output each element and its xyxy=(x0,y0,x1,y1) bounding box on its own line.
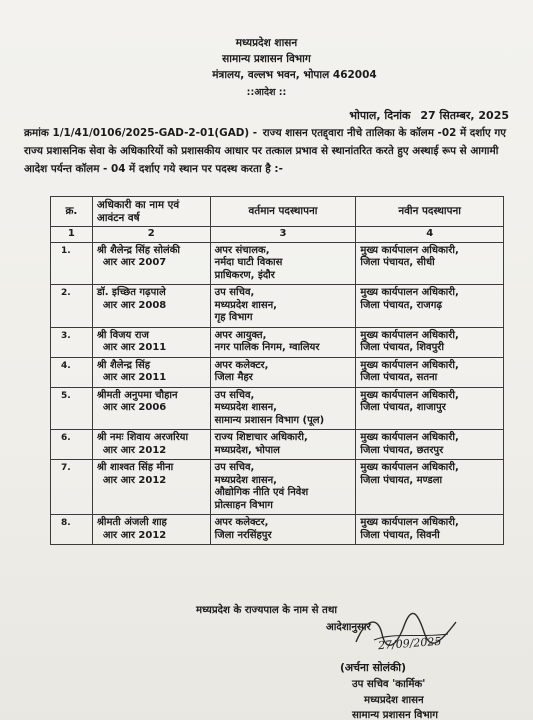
current-posting-cell xyxy=(210,357,356,387)
new-posting-line: जिला पंचायत, शिवपुरी xyxy=(360,342,444,353)
intro-text: राज्य शासन एतद्द्वारा नीचे तालिका के कॉलम -02 में दर्शाए गए राज्य प्रशासनिक सेवा के अधिकारियों को प्रशासकीय आधार पर तत्काल प्रभाव से स्थानांतरित करते हुए अस्थाई रूप से आगामी आदेश पर्यन्त कॉलम - 04 में दर्शाए गये स्थान पर पदस्थ करता है :- xyxy=(24,127,507,175)
new-posting-line: जिला पंचायत, राजगढ़ xyxy=(360,299,442,311)
new-posting-cell xyxy=(356,430,504,460)
current-posting-line: उप सचिव, xyxy=(214,389,255,401)
signatory-department: सामान्य प्रशासन विभाग xyxy=(352,710,439,720)
new-posting-cell xyxy=(356,242,504,285)
header-serial: क्र. xyxy=(51,197,93,227)
officer-name-cell xyxy=(92,515,210,545)
header-order-title: ::आदेश :: xyxy=(246,87,287,98)
column-number-row xyxy=(51,227,504,243)
new-posting-line: मुख्य कार्यपालन अधिकारी, xyxy=(360,462,459,473)
officer-name-cell xyxy=(92,387,210,430)
table-row xyxy=(51,327,504,357)
new-posting-line: मुख्य कार्यपालन अधिकारी, xyxy=(360,359,459,371)
current-posting-line: जिला मैहर xyxy=(214,372,253,383)
signatory-government: मध्यप्रदेश शासन xyxy=(364,695,424,706)
transfer-table xyxy=(50,196,504,545)
row-serial: 4. xyxy=(51,357,93,387)
officer-name-line: आर आर 2012 xyxy=(102,474,167,486)
table-row xyxy=(51,460,504,515)
officer-name-line: श्रीमती अनुपमा चौहान xyxy=(96,389,178,401)
officer-name-line: श्री शाश्वत सिंह मीना xyxy=(96,462,174,473)
officer-name-line: डॉ. इच्छित गढ़पाले xyxy=(96,287,166,298)
officer-name-line: श्री नमः शिवाय अरजरिया xyxy=(96,432,189,443)
closing-line: मध्यप्रदेश के राज्यपाल के नाम से तथा xyxy=(196,605,337,616)
intro-paragraph xyxy=(24,124,520,178)
officer-name-cell xyxy=(92,430,210,460)
current-posting-line: उप सचिव, xyxy=(214,287,255,298)
current-posting-line: अपर आयुक्त, xyxy=(214,329,267,341)
table-header-row xyxy=(51,197,504,227)
row-serial: 7. xyxy=(51,460,93,515)
current-posting-cell xyxy=(210,242,356,285)
new-posting-line: मुख्य कार्यपालन अधिकारी, xyxy=(360,329,459,341)
column-number: 2 xyxy=(92,227,210,243)
officer-name-cell xyxy=(92,285,210,328)
row-serial: 1. xyxy=(51,242,93,285)
officer-name-line: आर आर 2011 xyxy=(102,342,167,353)
current-posting-line: अपर कलेक्टर, xyxy=(214,359,269,371)
current-posting-line: नगर पालिक निगम, ग्वालियर xyxy=(214,342,320,353)
order-reference: क्रमांक 1/1/41/0106/2025-GAD-2-01(GAD) - xyxy=(24,127,258,139)
officer-name-line: आर आर 2008 xyxy=(102,299,167,311)
column-number: 3 xyxy=(210,227,356,243)
dateline xyxy=(343,108,509,123)
officer-name-cell xyxy=(92,460,210,515)
row-serial: 5. xyxy=(51,387,93,430)
new-posting-line: जिला पंचायत, मण्डला xyxy=(360,474,443,486)
new-posting-cell xyxy=(356,387,504,430)
new-posting-line: जिला पंचायत, सीधी xyxy=(360,257,435,268)
officer-name-line: श्रीमती अंजली शाह xyxy=(96,517,167,528)
new-posting-line: मुख्य कार्यपालन अधिकारी, xyxy=(360,287,459,298)
header-current-posting: वर्तमान पदस्थापना xyxy=(210,197,356,227)
current-posting-cell xyxy=(210,327,356,357)
current-posting-line: राज्य शिष्टाचार अधिकारी, xyxy=(214,432,308,443)
current-posting-cell xyxy=(210,387,356,430)
date-value: 27 सितम्बर, 2025 xyxy=(420,109,509,122)
new-posting-line: मुख्य कार्यपालन अधिकारी, xyxy=(360,244,459,256)
new-posting-line: जिला पंचायत, छतरपुर xyxy=(360,444,444,456)
officer-name-line: श्री विजय राज xyxy=(96,329,149,341)
table-row xyxy=(51,242,504,285)
new-posting-line: जिला पंचायत, सतना xyxy=(360,372,438,383)
officer-name-line: आर आर 2012 xyxy=(102,444,167,456)
officer-name-line: आर आर 2007 xyxy=(102,257,167,268)
by-order-line: आदेशानुसार xyxy=(326,622,371,633)
current-posting-line: अपर कलेक्टर, xyxy=(214,517,269,528)
new-posting-line: जिला पंचायत, शाजापुर xyxy=(360,402,446,413)
signatory-designation: उप सचिव 'कार्मिक' xyxy=(352,679,426,690)
table-row xyxy=(51,285,504,328)
current-posting-cell xyxy=(210,430,356,460)
table-row xyxy=(51,515,504,545)
officer-name-cell xyxy=(92,357,210,387)
current-posting-line: प्राधिकरण, इंदौर xyxy=(214,269,275,281)
current-posting-line: जिला नरसिंहपुर xyxy=(214,529,272,541)
current-posting-line: मध्यप्रदेश शासन, xyxy=(214,299,277,311)
officer-name-line: श्री शैलेन्द्र सिंह सोलंकी xyxy=(96,244,180,256)
current-posting-line: प्रोत्साहन विभाग xyxy=(214,499,273,511)
officer-name-line: आर आर 2006 xyxy=(102,402,167,413)
new-posting-cell xyxy=(356,357,504,387)
officer-name-line: श्री शैलेन्द्र सिंह xyxy=(96,359,151,371)
current-posting-line: मध्यप्रदेश, भोपाल xyxy=(214,444,280,456)
signatory-name: (अर्चना सोलंकी) xyxy=(340,661,407,674)
new-posting-cell xyxy=(356,515,504,545)
current-posting-line: मध्यप्रदेश शासन, xyxy=(214,474,277,486)
current-posting-cell xyxy=(210,285,356,328)
header-address: मंत्रालय, वल्लभ भवन, भोपाल 462004 xyxy=(212,69,377,81)
row-serial: 8. xyxy=(51,515,93,545)
signature-date: 27/09/2025 xyxy=(377,634,442,653)
current-posting-line: औद्योगिक नीति एवं निवेश xyxy=(214,487,309,498)
new-posting-line: जिला पंचायत, सिवनी xyxy=(360,529,440,541)
current-posting-cell xyxy=(210,460,356,515)
new-posting-line: मुख्य कार्यपालन अधिकारी, xyxy=(360,432,459,443)
current-posting-line: गृह विभाग xyxy=(214,312,253,323)
officer-name-cell xyxy=(92,242,210,285)
new-posting-cell xyxy=(356,285,504,328)
column-number: 1 xyxy=(51,227,93,243)
current-posting-line: नर्मदा घाटी विकास xyxy=(214,257,283,268)
current-posting-line: मध्यप्रदेश शासन, xyxy=(214,402,277,413)
current-posting-line: उप सचिव, xyxy=(214,462,255,473)
header-new-posting: नवीन पदस्थापना xyxy=(356,197,504,227)
row-serial: 6. xyxy=(51,430,93,460)
row-serial: 2. xyxy=(51,285,93,328)
header-government: मध्यप्रदेश शासन xyxy=(235,37,298,49)
table-body xyxy=(51,242,504,545)
header-officer-name: अधिकारी का नाम एवं आवंटन वर्ष xyxy=(92,197,210,227)
current-posting-cell xyxy=(210,515,356,545)
officer-name-line: आर आर 2012 xyxy=(102,529,167,541)
new-posting-line: मुख्य कार्यपालन अधिकारी, xyxy=(360,389,459,401)
header-department: सामान्य प्रशासन विभाग xyxy=(222,53,311,65)
table-row xyxy=(51,387,504,430)
row-serial: 3. xyxy=(51,327,93,357)
new-posting-cell xyxy=(356,460,504,515)
new-posting-cell xyxy=(356,327,504,357)
current-posting-line: अपर संचालक, xyxy=(214,244,270,256)
officer-name-line: आर आर 2011 xyxy=(102,372,167,383)
table-row xyxy=(51,357,504,387)
column-number: 4 xyxy=(356,227,504,243)
new-posting-line: मुख्य कार्यपालन अधिकारी, xyxy=(360,517,459,528)
officer-name-cell xyxy=(92,327,210,357)
table-row xyxy=(51,430,504,460)
date-label: भोपाल, दिनांक xyxy=(349,109,411,122)
current-posting-line: सामान्य प्रशासन विभाग (पूल) xyxy=(214,414,325,426)
